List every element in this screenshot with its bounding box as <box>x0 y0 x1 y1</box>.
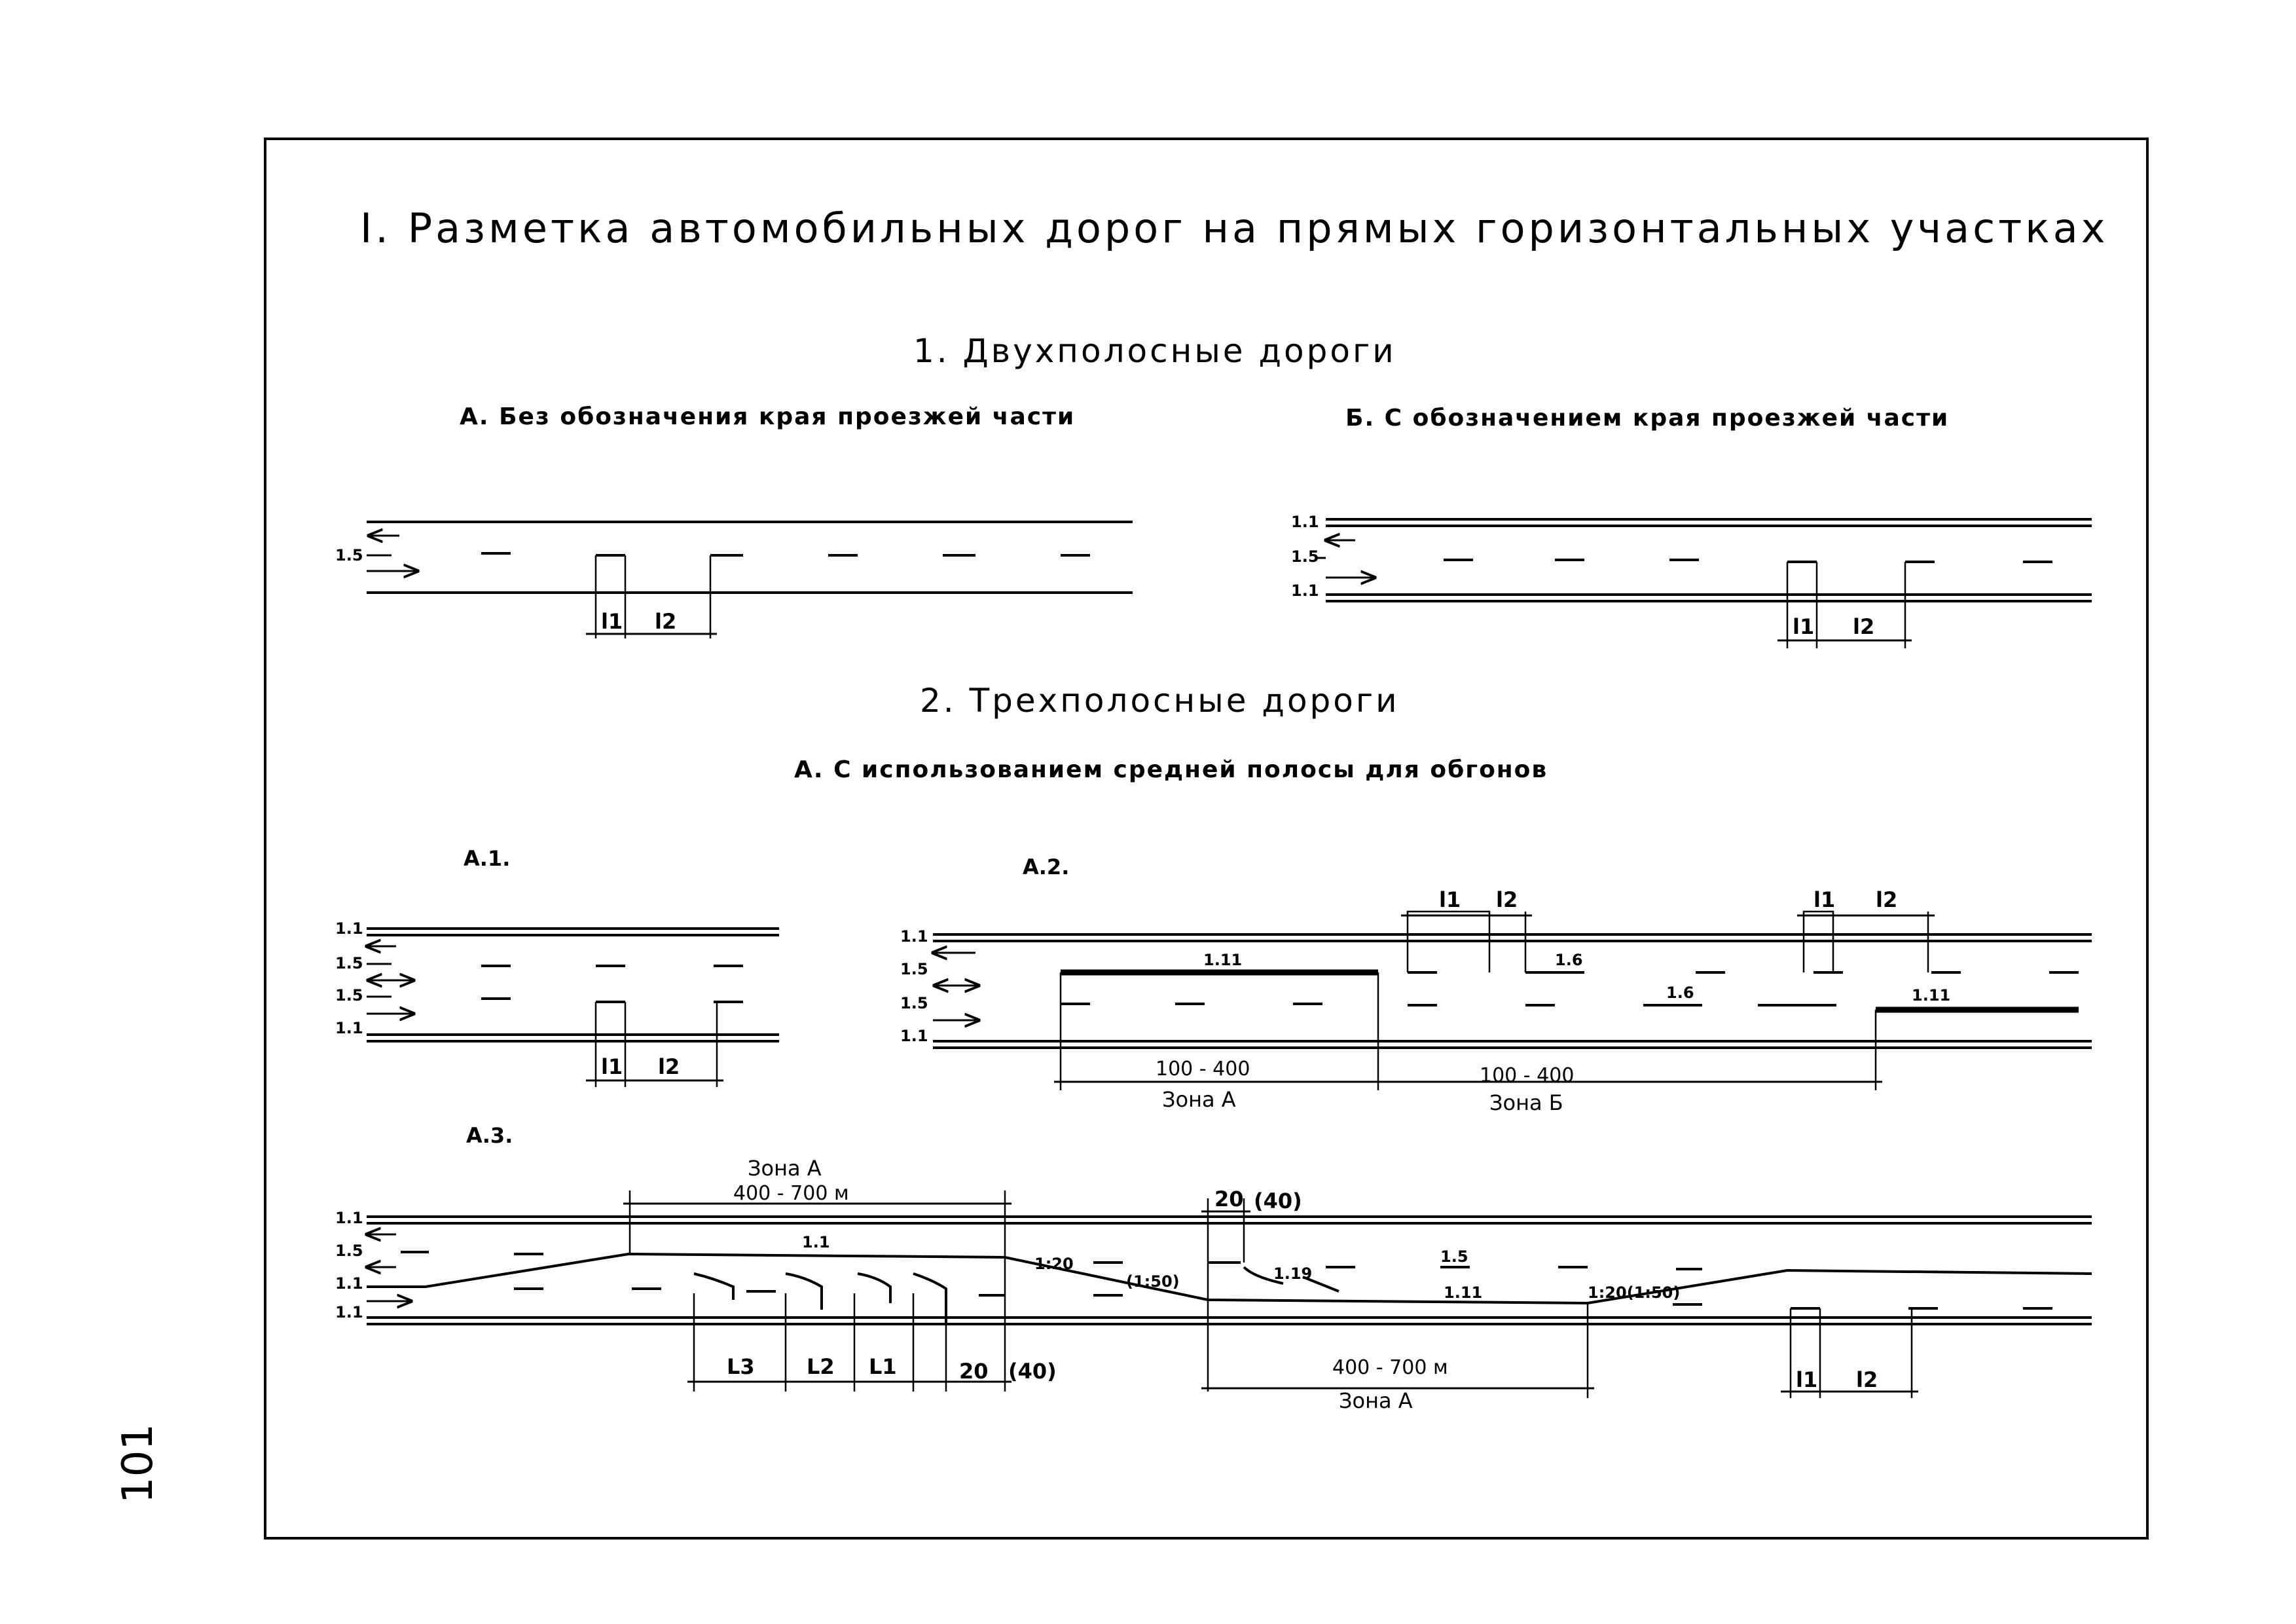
diagram-1b-dim-l1: l1 <box>1793 614 1815 639</box>
diagram-1a-dim-l1: l1 <box>601 609 623 634</box>
diagram-a3 <box>335 1156 2092 1413</box>
a3-taper-left: 1:20 <box>1034 1255 1074 1273</box>
page-title: I. Разметка автомобильных дорог на прямых горизонтальных участках <box>360 204 2109 252</box>
diagram-1b-dim-l2: l2 <box>1853 614 1875 639</box>
a2-label-3: 1.5 <box>900 994 928 1012</box>
a3-center-label: 1.1 <box>802 1233 830 1251</box>
section2-heading: 2. Трехполосные дороги <box>920 682 1400 720</box>
diagram-1b <box>1291 513 2092 648</box>
diagram-a2 <box>900 887 2092 1115</box>
a2-zone-a-range: 100 - 400 <box>1156 1058 1250 1080</box>
a2-dim-top-l1-b: l1 <box>1813 887 1836 912</box>
variant-b-caption: Б. С обозначением края проезжей части <box>1345 405 1950 432</box>
diagram-1b-label-bottom: 1.1 <box>1291 581 1319 600</box>
a2-zone-b-name: Зона Б <box>1489 1090 1563 1115</box>
a3-top-dim-40: (40) <box>1254 1189 1302 1213</box>
diagram-1b-label-mid: 1.5 <box>1291 547 1319 566</box>
diagram-1b-label-top: 1.1 <box>1291 513 1319 531</box>
section2-subheading: А. С использованием средней полосы для обгонов <box>794 756 1548 783</box>
a3-dim-L1: L1 <box>869 1354 897 1379</box>
a3-dim-L3: L3 <box>727 1354 755 1379</box>
diagram-1a-dim-l2: l2 <box>655 609 677 634</box>
a3-zone-bottom-range: 400 - 700 м <box>1332 1356 1448 1379</box>
a2-label-2: 1.5 <box>900 960 928 978</box>
a2-zone-a-name: Зона А <box>1162 1087 1236 1112</box>
diagram-a1 <box>335 919 779 1087</box>
a2-label: А.2. <box>1023 855 1070 879</box>
a2-label-1: 1.1 <box>900 927 928 946</box>
section1-heading: 1. Двухполосные дороги <box>913 332 1396 370</box>
a3-top-dim-20: 20 <box>1214 1187 1244 1211</box>
a3-dim-l1: l1 <box>1796 1367 1818 1392</box>
diagram-1a-line-label: 1.5 <box>335 546 363 564</box>
a3-dim-40: (40) <box>1008 1359 1057 1384</box>
a3-marking-15: 1.5 <box>1440 1247 1468 1266</box>
a1-label-4: 1.1 <box>335 1019 363 1037</box>
a3-dim-L2: L2 <box>807 1354 835 1379</box>
a2-zone-b-range: 100 - 400 <box>1480 1064 1575 1087</box>
a2-marking-111-left: 1.11 <box>1203 951 1243 969</box>
a1-label-2: 1.5 <box>335 954 363 972</box>
a2-dim-top-l1-a: l1 <box>1439 887 1461 912</box>
a3-label-4: 1.1 <box>335 1303 363 1321</box>
a3-dim-l2: l2 <box>1856 1367 1878 1392</box>
a3-taper-left-alt: (1:50) <box>1126 1272 1180 1291</box>
a1-dim-l2: l2 <box>658 1054 680 1079</box>
a2-marking-16-b: 1.6 <box>1666 984 1694 1002</box>
a1-dim-l1: l1 <box>601 1054 623 1079</box>
a2-marking-16-a: 1.6 <box>1555 951 1583 969</box>
a3-label: А.3. <box>466 1123 513 1148</box>
a3-label-3: 1.1 <box>335 1274 363 1293</box>
a3-label-1: 1.1 <box>335 1209 363 1227</box>
a3-marking-119: 1.19 <box>1273 1264 1313 1283</box>
page-number: 101 <box>114 1423 162 1504</box>
a2-marking-111-right: 1.11 <box>1912 986 1951 1005</box>
variant-a-caption: А. Без обозначения края проезжей части <box>460 403 1076 430</box>
a1-label-3: 1.5 <box>335 986 363 1005</box>
a3-taper-right: 1:20(1:50) <box>1588 1283 1681 1302</box>
a3-zone-bottom-name: Зона А <box>1339 1388 1413 1413</box>
a3-label-2: 1.5 <box>335 1242 363 1260</box>
a1-label-1: 1.1 <box>335 919 363 938</box>
a3-marking-111: 1.11 <box>1444 1283 1483 1302</box>
a3-zone-top-name: Зона А <box>748 1156 822 1181</box>
diagram-1a <box>335 522 1133 638</box>
a1-label: А.1. <box>464 846 511 871</box>
a2-dim-top-l2-a: l2 <box>1496 887 1518 912</box>
a3-zone-top-range: 400 - 700 м <box>733 1182 849 1205</box>
a2-dim-top-l2-b: l2 <box>1876 887 1898 912</box>
a3-dim-20: 20 <box>959 1359 989 1384</box>
a2-label-4: 1.1 <box>900 1027 928 1045</box>
